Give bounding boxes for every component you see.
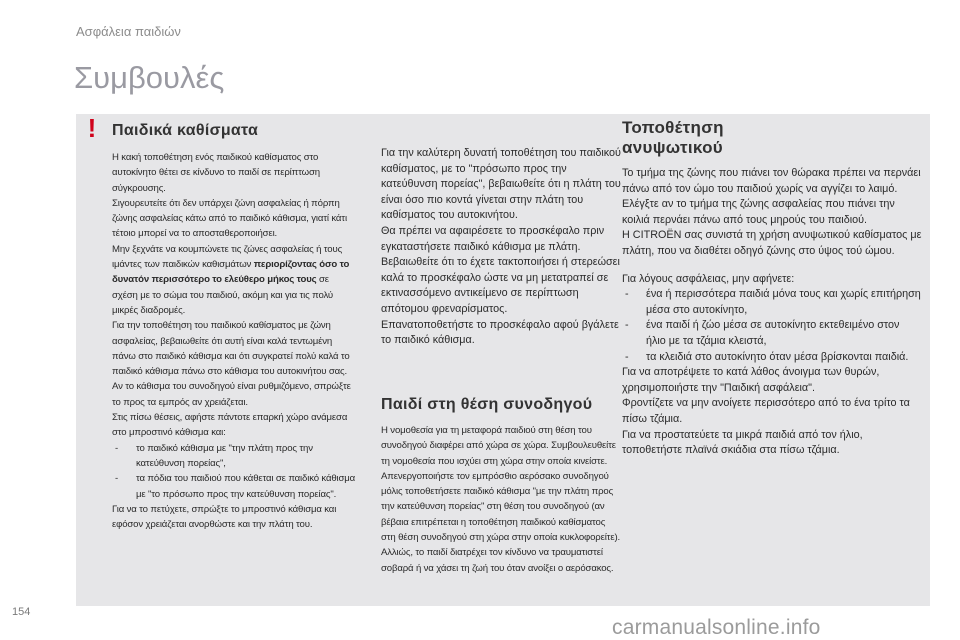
- list-item: - το παιδικό κάθισμα με "την πλάτη προς την κατεύθυνση πορείας",: [112, 441, 357, 472]
- bold-emphasis: περιορίζοντας όσο το δυνατόν περισσότερο το ελεύθερο μήκος τους: [112, 259, 350, 286]
- paragraph: Η νομοθεσία για τη μεταφορά παιδιού στη θέση του συνοδηγού διαφέρει από χώρα σε χώρα. Συμβουλευθείτε τη νομοθεσία που ισχύει στη χώρα στην οποία κινείστε.: [381, 425, 616, 467]
- list-item: - τα κλειδιά στο αυτοκίνητο όταν μέσα βρίσκονται παιδιά.: [622, 350, 922, 366]
- paragraph: Μην ξεχνάτε να κουμπώνετε τις ζώνες ασφαλείας ή τους ιμάντες των παιδικών καθισμάτων περιορίζοντας όσο το δυνατόν περισσότερο το ελεύθερο μήκος τους σε σχέση με το σώμα του παιδιού, ακόμη και για τις πολύ μικρές διαδρομές.: [112, 243, 350, 316]
- paragraph: Για την τοποθέτηση του παιδικού καθίσματος με ζώνη ασφαλείας, βεβαιωθείτε ότι αυτή είναι καλά τεντωμένη πάνω στο παιδικό κάθισμα και ότι συγκρατεί πολύ καλά το παιδικό κάθισμα πάνω στο κάθισμα του αυτοκινήτου σας. Αν το κάθισμα του συνοδηγού είναι ρυθμιζόμενο, σπρώξτε το προς τα εμπρός αν χρειάζεται.: [112, 320, 351, 408]
- paragraph: Στις πίσω θέσεις, αφήστε πάντοτε επαρκή χώρο ανάμεσα στο μπροστινό κάθισμα και:: [112, 412, 348, 439]
- paragraph: Επανατοποθετήστε το προσκέφαλο αφού βγάλετε το παιδικό κάθισμα.: [381, 318, 619, 347]
- list-item: - τα πόδια του παιδιού που κάθεται σε παιδικό κάθισμα με "το πρόσωπο προς την κατεύθυνση πορείας".: [112, 471, 357, 502]
- paragraph: Απενεργοποιήστε τον εμπρόσθιο αερόσακο συνοδηγού μόλις τοποθετήσετε παιδικό κάθισμα "με την πλάτη προς την κατεύθυνση πορείας" στη θέση του συνοδηγού (αν βέβαια επιτρέπεται η τοποθέτηση παιδικού καθίσματος στη θέση συνοδηγού στη χώρα στην οποία κυκλοφορείτε). Αλλιώς, το παιδί διατρέχει τον κίνδυνο να τραυματιστεί σοβαρά ή να χάσει τη ζωή του όταν ανοίξει ο αερόσακος.: [381, 470, 621, 574]
- paragraph: Η CITROËN σας συνιστά τη χρήση ανυψωτικού καθίσματος με πλάτη, που να διαθέτει οδηγό ζώνης στο ύψος τού ώμου.: [622, 229, 922, 257]
- bullet-list: [622, 287, 922, 365]
- left-column: [112, 122, 357, 532]
- child-seats-heading: Παιδικά καθίσματα: [112, 122, 259, 139]
- paragraph: Η κακή τοποθέτηση ενός παιδικού καθίσματος στο αυτοκίνητο θέτει σε κίνδυνο το παιδί σε περίπτωση σύγκρουσης.: [112, 152, 320, 194]
- paragraph: Φροντίζετε να μην ανοίγετε περισσότερο από το ένα τρίτο τα πίσω τζάμια.: [622, 397, 910, 425]
- booster-heading: Τοποθέτηση ανυψωτικού: [622, 118, 724, 157]
- paragraph: Για να το πετύχετε, σπρώξτε το μπροστινό κάθισμα και εφόσον χρειάζεται ανορθώστε και την πλάτη του.: [112, 503, 337, 531]
- paragraph: Θα πρέπει να αφαιρέσετε το προσκέφαλο πριν εγκαταστήσετε παιδικό κάθισμα με πλάτη.: [381, 224, 605, 253]
- paragraph: Για λόγους ασφάλειας, μην αφήνετε:: [622, 272, 795, 285]
- warning-icon: !: [87, 113, 97, 143]
- section-label: Ασφάλεια παιδιών: [76, 24, 181, 39]
- paragraph: Το τμήμα της ζώνης που πιάνει τον θώρακα πρέπει να περνάει πάνω από τον ώμο του παιδιού χωρίς να αγγίζει το λαιμό.: [622, 167, 921, 195]
- page-title: Συμβουλές: [74, 60, 225, 95]
- list-item: - ένα παιδί ή ζώο μέσα σε αυτοκίνητο εκτεθειμένο στον ήλιο με τα τζάμια κλειστά,: [622, 318, 922, 349]
- watermark: carmanualsonline.info: [612, 616, 821, 639]
- page-number: 154: [12, 606, 31, 618]
- passenger-heading: Παιδί στη θέση συνοδηγού: [381, 396, 593, 413]
- right-column: [622, 118, 922, 459]
- paragraph: Σιγουρευτείτε ότι δεν υπάρχει ζώνη ασφαλείας ή πόρπη ζώνης ασφαλείας κάτω από το παιδικό κάθισμα, γιατί κάτι τέτοιο μπορεί να το αποσταθεροποιήσει.: [112, 197, 347, 240]
- paragraph: Για να αποτρέψετε το κατά λάθος άνοιγμα των θυρών, χρησιμοποιήστε την "Παιδική ασφάλεια".: [622, 366, 880, 394]
- paragraph: Για να προστατεύετε τα μικρά παιδιά από τον ήλιο, τοποθετήστε πλαϊνά σκιάδια στα πίσω τζάμια.: [622, 428, 863, 457]
- passenger-section: [381, 396, 621, 576]
- paragraph: Βεβαιωθείτε ότι το έχετε τακτοποιήσει ή στερεώσει καλά το προσκέφαλο ώστε να μη μετατραπεί σε εκτινασσόμενο αντικείμενο σε περίπτωση απότομου φρεναρίσματος.: [381, 256, 620, 315]
- paragraph: Για την καλύτερη δυνατή τοποθέτηση του παιδικού καθίσματος, με το "πρόσωπο προς την κατεύθυνση πορείας", βεβαιωθείτε ότι η πλάτη του είναι όσο πιο κοντά γίνεται στην πλάτη του καθίσματος του αυτοκινήτου.: [381, 147, 621, 222]
- bullet-list: [112, 441, 357, 502]
- list-item: - ένα ή περισσότερα παιδιά μόνα τους και χωρίς επιτήρηση μέσα στο αυτοκίνητο,: [622, 287, 922, 318]
- middle-column: [381, 146, 621, 349]
- paragraph: Ελέγξτε αν το τμήμα της ζώνης ασφαλείας που πιάνει την κοιλιά περνάει πάνω από τους μηρούς του παιδιού.: [622, 198, 895, 226]
